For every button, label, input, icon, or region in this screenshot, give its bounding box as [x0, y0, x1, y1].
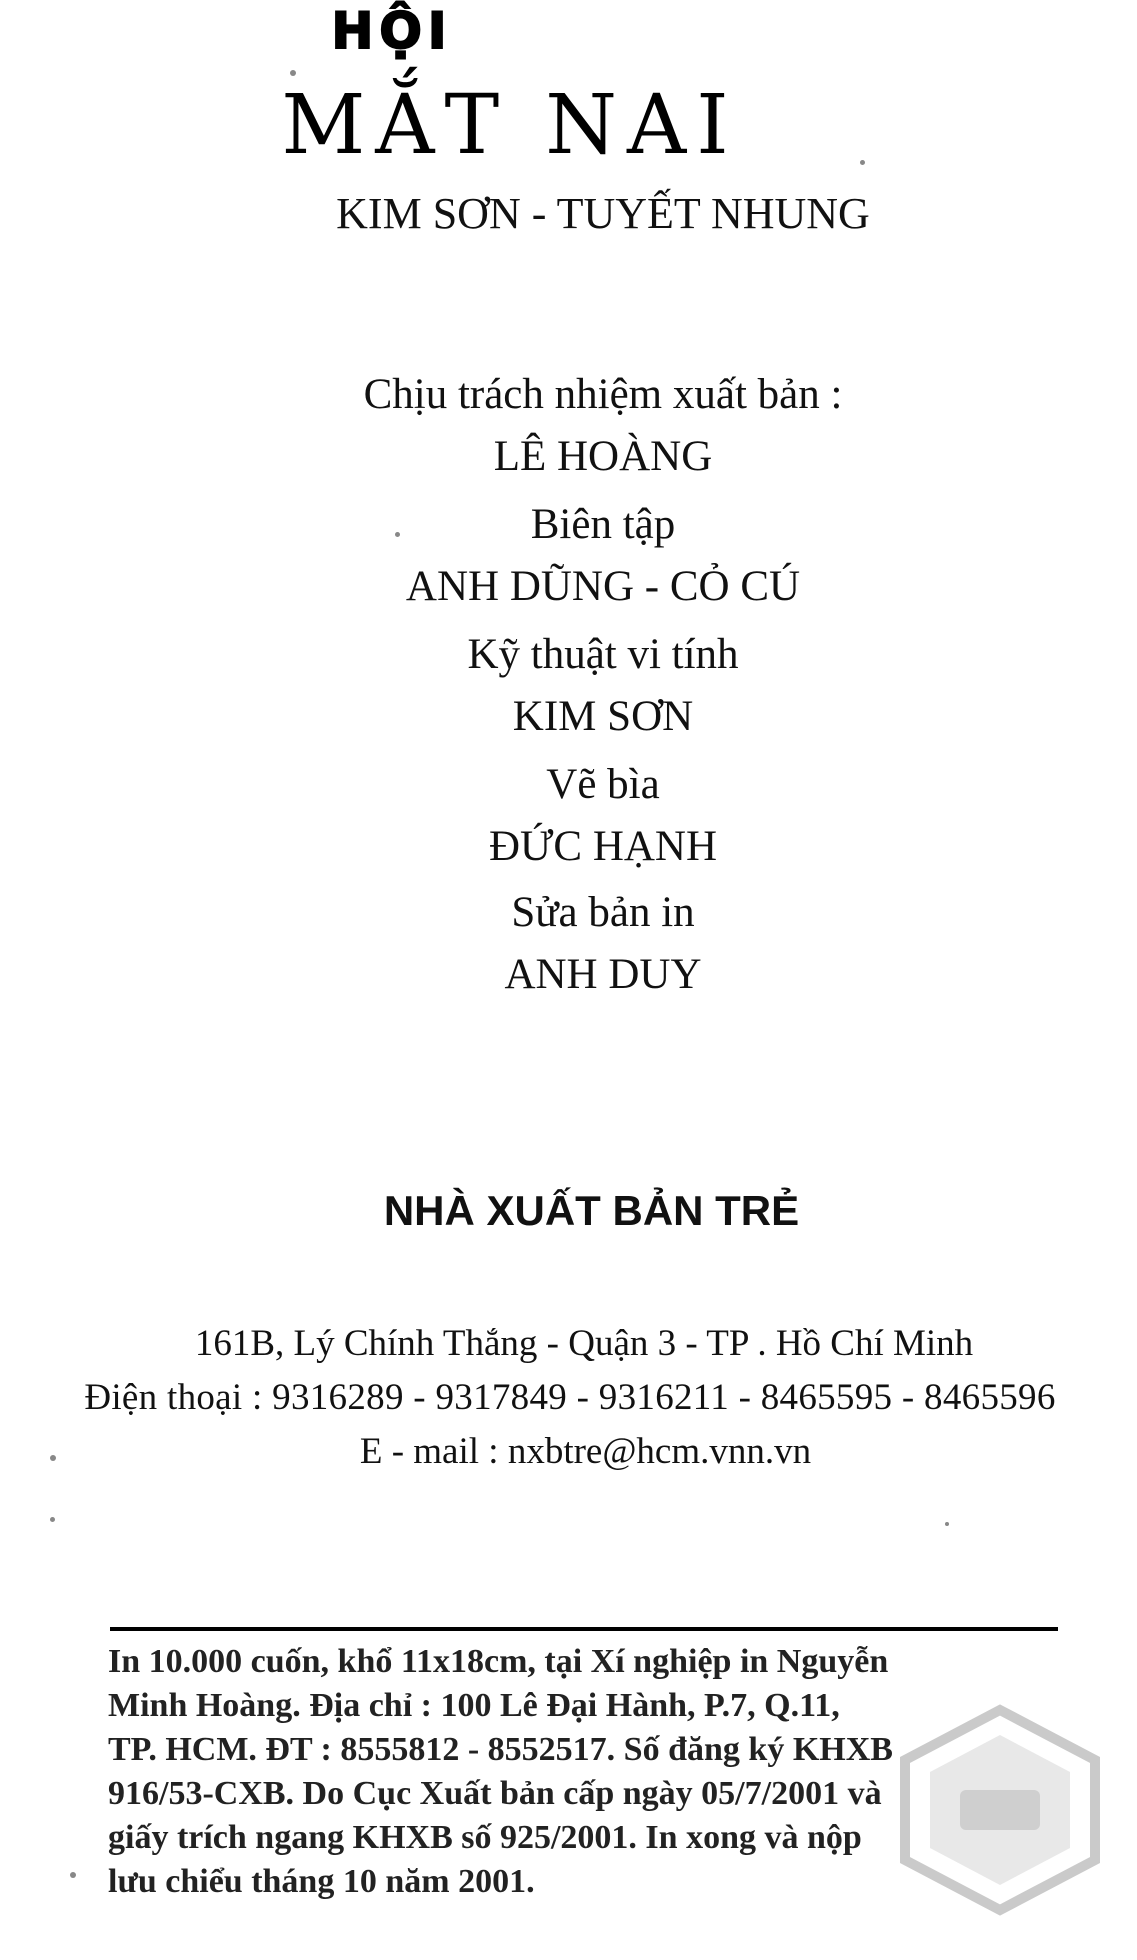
paper-speck — [395, 532, 400, 537]
credit-proofreading-label: Sửa bản in — [511, 889, 695, 936]
book-title: MẮT NAI — [281, 78, 739, 173]
credit-publishing-responsibility-name: LÊ HOÀNG — [493, 433, 713, 480]
paper-speck — [50, 1455, 56, 1461]
credit-publishing-responsibility-label: Chịu trách nhiệm xuất bản : — [363, 371, 843, 418]
credit-proofreading-name: ANH DUY — [504, 951, 702, 998]
credit-typesetting-name: KIM SƠN — [512, 693, 694, 740]
imprint-line: giấy trích ngang KHXB số 925/2001. In xong và nộp — [108, 1819, 862, 1856]
publisher-name: NHÀ XUẤT BẢN TRẺ — [383, 1187, 800, 1234]
credit-cover-label: Vẽ bìa — [546, 761, 660, 808]
credit-editor-name: ANH DŨNG - CỎ CÚ — [405, 563, 801, 610]
publisher-email: E - mail : nxbtre@hcm.vnn.vn — [359, 1431, 812, 1472]
paper-speck — [290, 70, 296, 76]
divider-rule — [110, 1627, 1058, 1631]
publisher-phone: Điện thoại : 9316289 - 9317849 - 9316211 - 8465595 - 8465596 — [84, 1377, 1056, 1418]
imprint-line: Minh Hoàng. Địa chỉ : 100 Lê Đại Hành, P.7, Q.11, — [108, 1687, 840, 1724]
paper-speck — [50, 1517, 55, 1522]
series-title: HỘI — [331, 2, 453, 60]
authors-line: KIM SƠN - TUYẾT NHUNG — [336, 189, 870, 238]
credit-typesetting-label: Kỹ thuật vi tính — [467, 631, 739, 678]
paper-speck — [860, 160, 865, 165]
imprint-line: In 10.000 cuốn, khổ 11x18cm, tại Xí nghiệp in Nguyễn — [108, 1643, 889, 1680]
imprint-line: 916/53-CXB. Do Cục Xuất bản cấp ngày 05/7/2001 và — [108, 1775, 882, 1812]
credit-editor-label: Biên tập — [530, 501, 676, 548]
credit-cover-name: ĐỨC HẠNH — [488, 823, 718, 870]
paper-speck — [70, 1872, 76, 1878]
imprint-line: TP. HCM. ĐT : 8555812 - 8552517. Số đăng ký KHXB — [108, 1731, 893, 1768]
paper-speck — [945, 1522, 949, 1526]
watermark-stamp-icon — [890, 1700, 1110, 1920]
publisher-address: 161B, Lý Chính Thắng - Quận 3 - TP . Hồ Chí Minh — [194, 1323, 974, 1364]
imprint-line: lưu chiểu tháng 10 năm 2001. — [108, 1863, 535, 1900]
